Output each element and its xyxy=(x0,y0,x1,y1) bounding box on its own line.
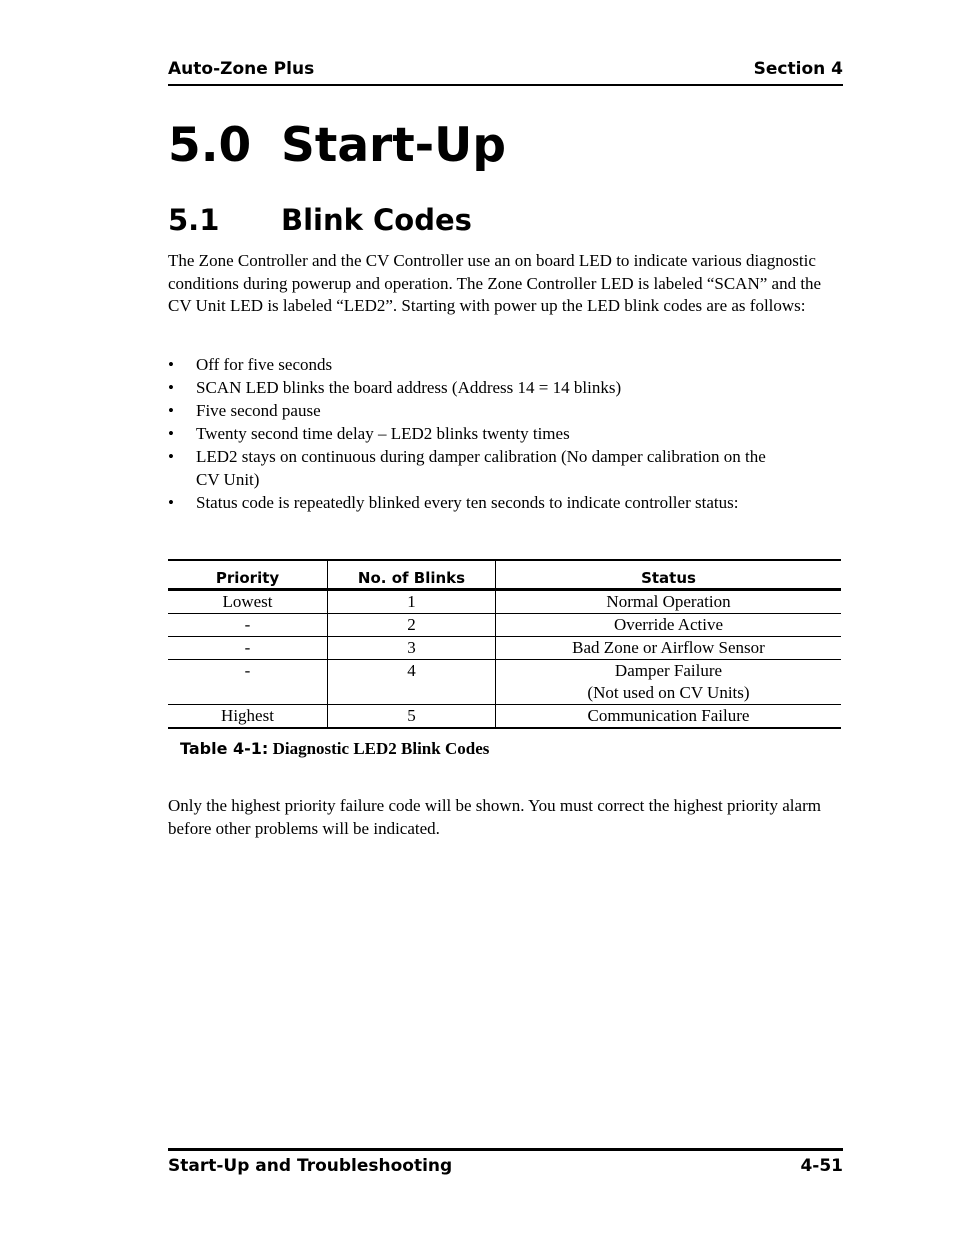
caption-text: Diagnostic LED2 Blink Codes xyxy=(272,739,490,758)
list-item-text: Off for five seconds xyxy=(196,355,333,374)
table-row xyxy=(168,637,841,660)
page-number: 4-51 xyxy=(800,1156,843,1176)
cell-status xyxy=(496,660,842,705)
header-section-label: Section 4 xyxy=(753,59,843,79)
status-text: Bad Zone or Airflow Sensor xyxy=(572,638,765,657)
column-header-priority: Priority xyxy=(168,560,328,590)
blink-codes-table xyxy=(168,559,841,729)
list-item xyxy=(168,423,788,446)
column-header-blinks: No. of Blinks xyxy=(328,560,496,590)
table-row xyxy=(168,614,841,637)
section-number: 5.1 xyxy=(168,203,220,237)
cell-priority: - xyxy=(168,614,328,637)
bullet-icon: • xyxy=(168,401,174,420)
page-footer xyxy=(168,1148,843,1181)
header-product-name: Auto-Zone Plus xyxy=(168,59,315,79)
list-item-text: Five second pause xyxy=(196,401,321,420)
status-text: Damper Failure xyxy=(614,661,723,680)
bullet-icon: • xyxy=(168,492,174,512)
cell-priority: - xyxy=(168,637,328,660)
cell-status xyxy=(496,705,842,729)
cell-blinks: 1 xyxy=(328,590,496,614)
section-heading xyxy=(168,201,472,239)
list-item xyxy=(168,354,788,377)
table-header-row xyxy=(168,560,841,590)
section-title: Blink Codes xyxy=(281,203,472,237)
list-item-text: SCAN LED blinks the board address (Address 14 = 14 blinks) xyxy=(196,378,622,397)
cell-status xyxy=(496,637,842,660)
cell-status xyxy=(496,590,842,614)
closing-paragraph: Only the highest priority failure code will be shown. You must correct the highest priority alarm before other problems will be indicated. xyxy=(168,796,821,838)
list-item xyxy=(168,492,788,515)
status-text: Override Active xyxy=(613,615,724,634)
bullet-icon: • xyxy=(168,355,174,374)
table-row xyxy=(168,705,841,729)
table-row xyxy=(168,590,841,614)
cell-status xyxy=(496,614,842,637)
cell-priority: Highest xyxy=(168,705,328,729)
cell-blinks: 5 xyxy=(328,705,496,729)
cell-blinks: 4 xyxy=(328,660,496,705)
chapter-heading xyxy=(168,118,506,174)
footer-chapter-title: Start-Up and Troubleshooting xyxy=(168,1156,453,1176)
page-header xyxy=(168,58,843,86)
list-item xyxy=(168,446,788,491)
cell-blinks: 2 xyxy=(328,614,496,637)
status-text: Normal Operation xyxy=(606,592,731,611)
bullet-icon: • xyxy=(168,424,174,443)
column-header-status: Status xyxy=(496,560,842,590)
bullet-icon: • xyxy=(168,447,174,466)
intro-paragraph: The Zone Controller and the CV Controller use an on board LED to indicate various diagnostic conditions during powerup and operation. The Zone Controller LED is labeled “SCAN” and the CV Unit LED is labeled “LED2”. Starting with power up the LED blink codes are as follows: xyxy=(168,251,822,315)
list-item-text: LED2 stays on continuous during damper calibration (No damper calibration on the CV Unit) xyxy=(196,447,766,489)
list-item-text: Status code is repeatedly blinked every ten seconds to indicate controller status: xyxy=(196,492,739,512)
status-note: (Not used on CV Units) xyxy=(587,683,750,702)
table-row xyxy=(168,660,841,705)
chapter-title: Start-Up xyxy=(281,118,506,173)
list-item-text: Twenty second time delay – LED2 blinks twenty times xyxy=(196,424,570,443)
bullet-icon: • xyxy=(168,378,174,397)
table-caption xyxy=(180,739,489,759)
cell-priority: Lowest xyxy=(168,590,328,614)
list-item xyxy=(168,377,788,400)
list-item xyxy=(168,400,788,423)
blink-sequence-list xyxy=(168,354,788,515)
cell-blinks: 3 xyxy=(328,637,496,660)
status-text: Communication Failure xyxy=(587,706,750,725)
cell-priority: - xyxy=(168,660,328,705)
chapter-number: 5.0 xyxy=(168,118,252,173)
caption-label: Table 4-1: xyxy=(180,739,269,758)
